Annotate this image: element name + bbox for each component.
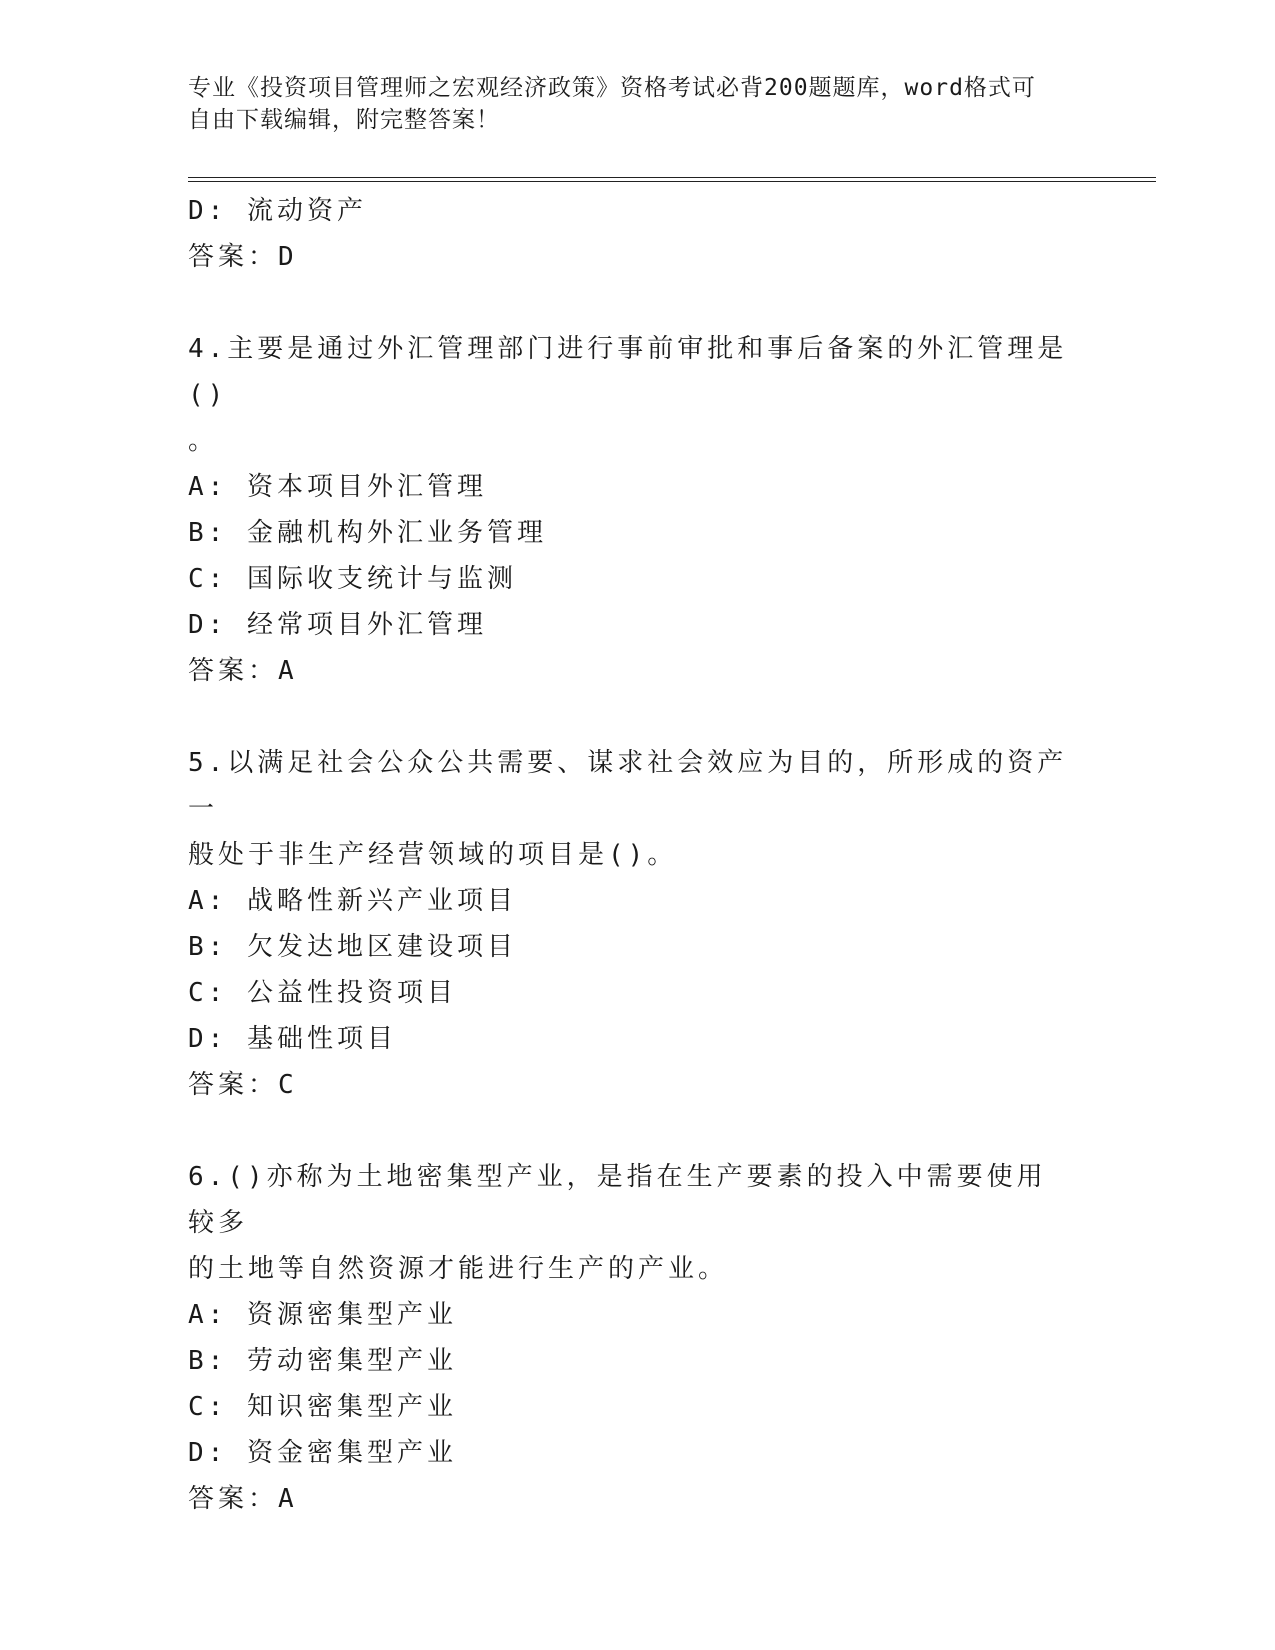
answer-line: [188, 1476, 1068, 1522]
question-stem-line-2: 。: [188, 426, 219, 456]
spacer: [188, 694, 1068, 740]
header-line-2: 自由下载编辑，附完整答案！: [188, 107, 500, 133]
question-stem-line-2: 般处于非生产经营领域的项目是()。: [188, 840, 678, 870]
answer-value: A: [278, 656, 296, 686]
option-a: A: 资本项目外汇管理: [188, 472, 487, 502]
option-b: B: 金融机构外汇业务管理: [188, 518, 547, 548]
answer-label: 答案：: [188, 656, 279, 686]
answer-line: [188, 648, 1068, 694]
option-a: A: 战略性新兴产业项目: [188, 886, 517, 916]
option-c: C: 国际收支统计与监测: [188, 564, 517, 594]
option-b: B: 欠发达地区建设项目: [188, 932, 517, 962]
option-d: D: 经常项目外汇管理: [188, 610, 487, 640]
answer-value: A: [278, 1484, 296, 1514]
header-divider-top: [188, 177, 1156, 178]
answer-label: 答案：: [188, 1484, 279, 1514]
answer-value: C: [278, 1070, 296, 1100]
option-c: C: 公益性投资项目: [188, 978, 457, 1008]
question-stem-line-1: 6.()亦称为土地密集型产业，是指在生产要素的投入中需要使用较多: [188, 1162, 1047, 1238]
answer-line: [188, 234, 1068, 280]
question-stem-line-2: 的土地等自然资源才能进行生产的产业。: [188, 1254, 729, 1284]
header-line-1: 专业《投资项目管理师之宏观经济政策》资格考试必背200题题库，word格式可: [188, 75, 1036, 101]
question-4: [188, 326, 1068, 694]
option-d: D: 资金密集型产业: [188, 1438, 457, 1468]
question-list: [188, 188, 1068, 1522]
option-d: D: 流动资产: [188, 196, 367, 226]
answer-label: 答案：: [188, 242, 279, 272]
question-stem-line-1: 4.主要是通过外汇管理部门进行事前审批和事后备案的外汇管理是(): [188, 334, 1068, 410]
header-divider-bottom: [188, 181, 1156, 182]
document-header: [188, 72, 1068, 136]
question-stem-line-1: 5.以满足社会公众公共需要、谋求社会效应为目的，所形成的资产一: [188, 748, 1068, 824]
option-b: B: 劳动密集型产业: [188, 1346, 457, 1376]
question-3-tail: [188, 188, 1068, 280]
answer-label: 答案：: [188, 1070, 279, 1100]
option-a: A: 资源密集型产业: [188, 1300, 457, 1330]
option-d: D: 基础性项目: [188, 1024, 397, 1054]
spacer: [188, 1108, 1068, 1154]
spacer: [188, 280, 1068, 326]
option-c: C: 知识密集型产业: [188, 1392, 457, 1422]
answer-line: [188, 1062, 1068, 1108]
question-5: [188, 740, 1068, 1108]
answer-value: D: [278, 242, 296, 272]
question-6: [188, 1154, 1068, 1522]
